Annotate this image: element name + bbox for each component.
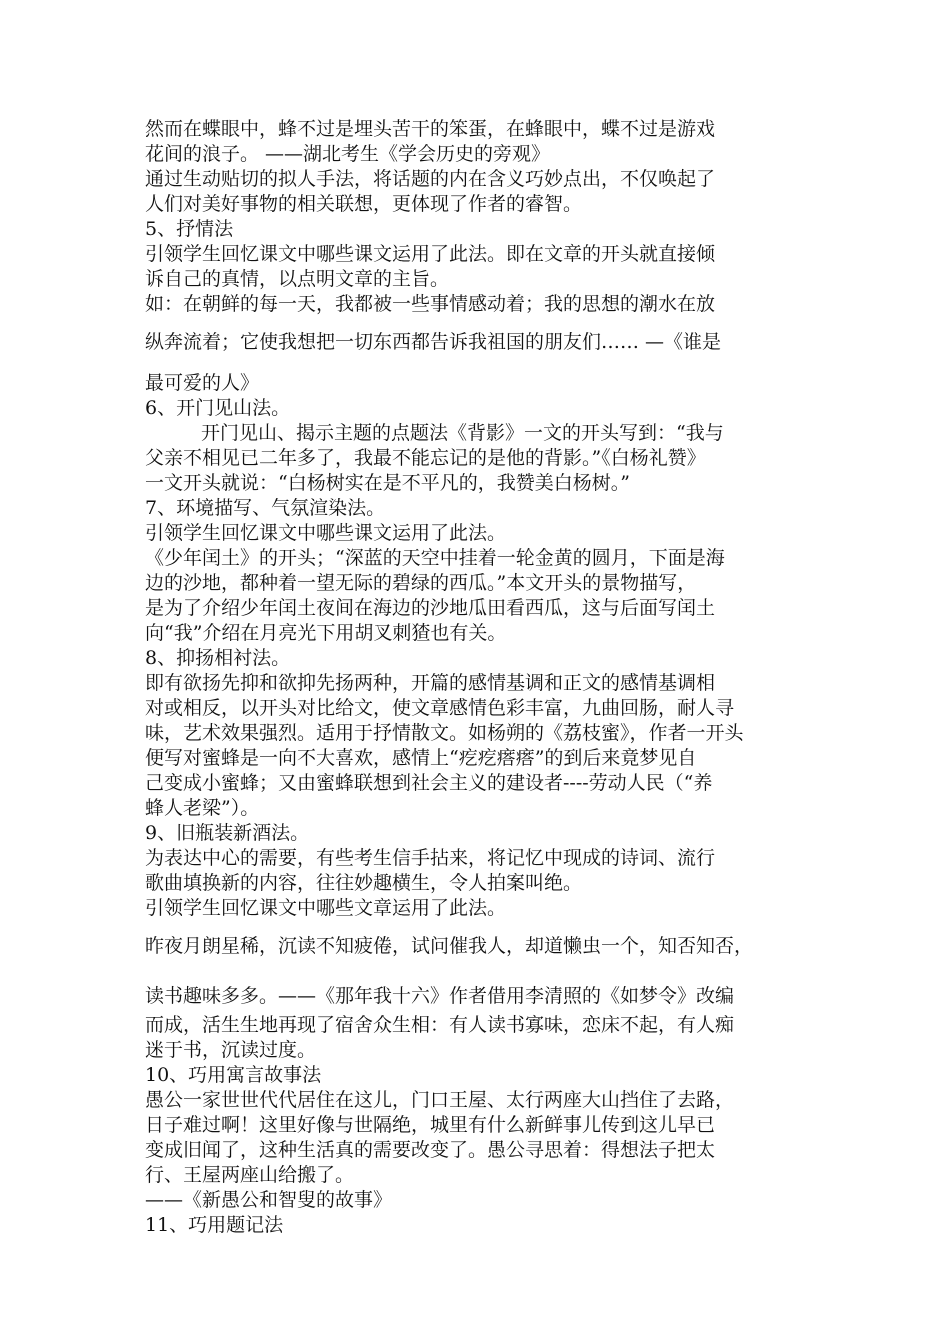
paragraph-line: 通过生动贴切的拟人手法，将话题的内在含义巧妙点出，不仅唤起了: [145, 168, 716, 190]
paragraph-line: 愚公一家世世代代居住在这儿，门口王屋、太行两座大山挡住了去路，: [145, 1089, 735, 1111]
paragraph-line: 对或相反，以开头对比给文，使文章感情色彩丰富，九曲回肠，耐人寻: [145, 697, 735, 719]
paragraph-line: 是为了介绍少年闰土夜间在海边的沙地瓜田看西瓜，这与后面写闰土: [145, 597, 716, 619]
paragraph-line: 引领学生回忆课文中哪些课文运用了此法。即在文章的开头就直接倾: [145, 243, 716, 265]
paragraph-line: 日子难过啊！这里好像与世隔绝，城里有什么新鲜事儿传到这儿早已: [145, 1114, 716, 1136]
paragraph-line: 变成旧闻了，这种生活真的需要改变了。愚公寻思着：得想法子把太: [145, 1139, 716, 1161]
section-heading-8: 8、抑扬相衬法。: [145, 647, 291, 669]
paragraph-line: 引领学生回忆课文中哪些课文运用了此法。: [145, 522, 507, 544]
paragraph-line: 然而在蝶眼中，蜂不过是埋头苦干的笨蛋，在蜂眼中，蝶不过是游戏: [145, 118, 716, 140]
paragraph-line: 即有欲扬先抑和欲抑先扬两种，开篇的感情基调和正文的感情基调相: [145, 672, 716, 694]
paragraph-line: 昨夜月朗星稀，沉读不知疲倦，试问催我人，却道懒虫一个，知否知否，: [145, 935, 754, 957]
section-heading-7: 7、环境描写、气氛渲染法。: [145, 497, 386, 519]
paragraph-line: 而成，活生生地再现了宿舍众生相：有人读书寡味，恋床不起，有人痴: [145, 1014, 735, 1036]
paragraph-line: 己变成小蜜蜂；又由蜜蜂联想到社会主义的建设者----劳动人民（“养: [145, 772, 713, 794]
paragraph-line: 纵奔流着；它使我想把一切东西都告诉我祖国的朋友们…… —《谁是: [145, 331, 722, 353]
section-heading-6: 6、开门见山法。: [145, 397, 291, 419]
paragraph-line: 花间的浪子。 ——湖北考生《学会历史的旁观》: [145, 143, 551, 165]
paragraph-line: 向“我”介绍在月亮光下用胡叉刺猹也有关。: [145, 622, 507, 644]
paragraph-line: 读书趣味多多。——《那年我十六》作者借用李清照的《如梦令》改编: [145, 985, 735, 1007]
document-page: [145, 117, 817, 1238]
paragraph-line: ——《新愚公和智叟的故事》: [145, 1189, 393, 1211]
paragraph-line: 《少年闰土》的开头；“深蓝的天空中挂着一轮金黄的圆月，下面是海: [145, 547, 725, 569]
paragraph-line: 最可爱的人》: [145, 372, 260, 394]
paragraph-line: 歌曲填换新的内容，往往妙趣横生，令人拍案叫绝。: [145, 872, 583, 894]
section-heading-9: 9、旧瓶装新酒法。: [145, 822, 310, 844]
paragraph-line: 引领学生回忆课文中哪些文章运用了此法。: [145, 897, 507, 919]
paragraph-line: 迷于书，沉读过度。: [145, 1039, 317, 1061]
paragraph-line: 父亲不相见已二年多了，我最不能忘记的是他的背影。”《白杨礼赞》: [145, 447, 706, 469]
paragraph-line: 为表达中心的需要，有些考生信手拈来，将记忆中现成的诗词、流行: [145, 847, 716, 869]
section-heading-10: 10、巧用寓言故事法: [145, 1064, 322, 1086]
paragraph-line: 边的沙地，都种着一望无际的碧绿的西瓜。”本文开头的景物描写，: [145, 572, 697, 594]
paragraph-line: 如：在朝鲜的每一天，我都被一些事情感动着；我的思想的潮水在放: [145, 293, 716, 315]
paragraph-line: 便写对蜜蜂是一向不大喜欢，感情上“疙疙瘩瘩”的到后来竟梦见自: [145, 747, 697, 769]
paragraph-line: 一文开头就说：“白杨树实在是不平凡的，我赞美白杨树。”: [145, 472, 630, 494]
paragraph-line: 蜂人老梁”）。: [145, 797, 260, 819]
section-heading-11: 11、巧用题记法: [145, 1214, 284, 1236]
paragraph-line: 人们对美好事物的相关联想，更体现了作者的睿智。: [145, 193, 583, 215]
paragraph-line: 开门见山、揭示主题的点题法《背影》一文的开头写到：“我与: [201, 422, 724, 444]
section-heading-5: 5、抒情法: [145, 218, 234, 240]
paragraph-line: 诉自己的真情，以点明文章的主旨。: [145, 268, 450, 290]
paragraph-line: 味，艺术效果强烈。适用于抒情散文。如杨朔的《荔枝蜜》，作者一开头: [145, 722, 744, 744]
paragraph-line: 行、王屋两座山给搬了。: [145, 1164, 355, 1186]
